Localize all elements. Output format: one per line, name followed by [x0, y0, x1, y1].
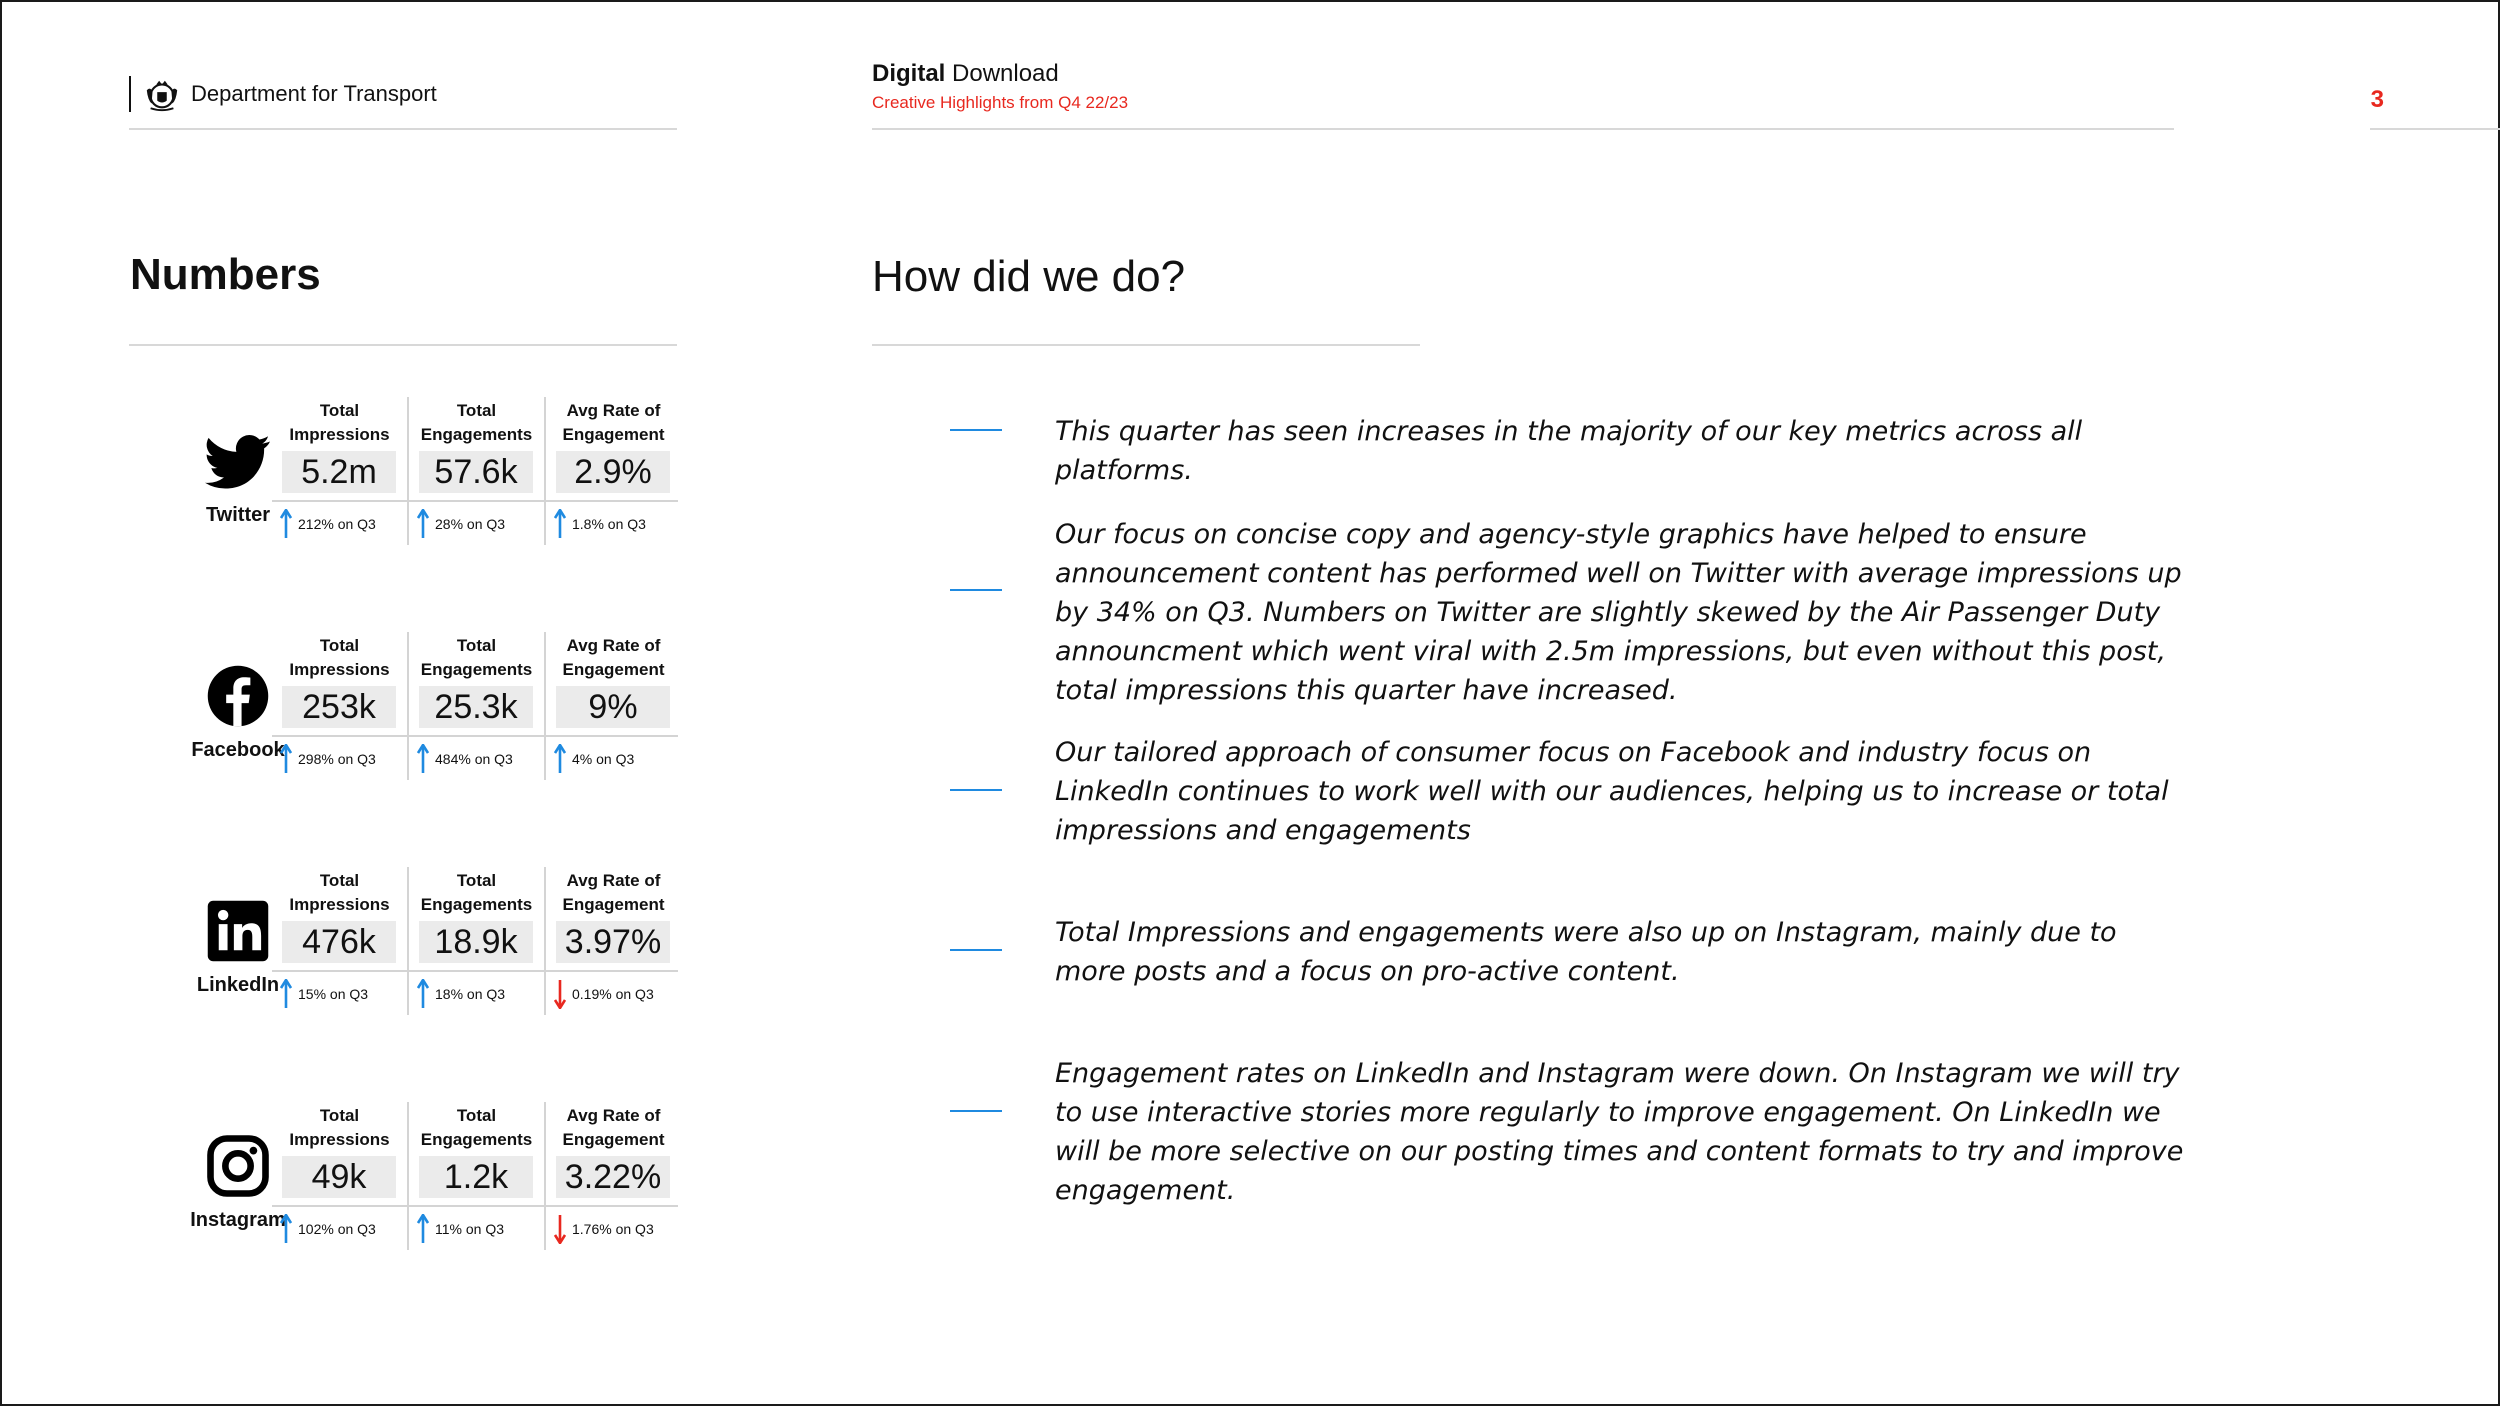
metric-value: 5.2m — [282, 451, 396, 493]
metric-total-engagements — [409, 397, 544, 545]
arrow-up-icon — [554, 509, 566, 539]
metric-value: 18.9k — [419, 921, 533, 963]
metric-value: 476k — [282, 921, 396, 963]
report-title — [872, 60, 1059, 88]
metric-value: 25.3k — [419, 686, 533, 728]
metric-avg-engagement-rate — [546, 397, 681, 545]
metric-change: 4% on Q3 — [554, 744, 634, 774]
bullet-dash — [950, 1110, 1002, 1112]
row-divider — [272, 735, 678, 737]
metric-value: 49k — [282, 1156, 396, 1198]
metric-label: Total Engagements — [420, 401, 533, 444]
metric-avg-engagement-rate — [546, 1102, 681, 1250]
metric-label: Total Impressions — [289, 871, 390, 914]
report-title-rest: Download — [945, 60, 1059, 87]
commentary-paragraph: Total Impressions and engagements were also up on Instagram, mainly due to more posts and a focus on pro-active content. — [1055, 917, 2117, 987]
metric-total-impressions — [272, 867, 407, 1015]
metric-value: 9% — [556, 686, 670, 728]
metric-change: 15% on Q3 — [280, 979, 368, 1009]
arrow-up-icon — [554, 744, 566, 774]
metric-change: 1.8% on Q3 — [554, 509, 646, 539]
metric-change: 1.76% on Q3 — [554, 1214, 654, 1244]
arrow-up-icon — [280, 979, 292, 1009]
facebook-icon — [205, 663, 271, 729]
metric-label: Total Engagements — [420, 636, 533, 679]
commentary-paragraph: Our focus on concise copy and agency-style graphics have helped to ensure announcement content has performed well on Twitter with average impressions up by 34% on Q3. Numbers on Twitter are slightly skewed by the Air Passenger Duty announcment which went viral with 2.5m impressions, but even without this post, total impressions this quarter have increased. — [1055, 519, 2182, 706]
metric-change: 484% on Q3 — [417, 744, 513, 774]
metric-change: 212% on Q3 — [280, 509, 376, 539]
metrics-linkedin — [272, 867, 678, 1015]
row-divider — [272, 970, 678, 972]
metric-total-impressions — [272, 397, 407, 545]
arrow-down-icon — [554, 1214, 566, 1244]
arrow-up-icon — [417, 744, 429, 774]
metric-change: 28% on Q3 — [417, 509, 505, 539]
arrow-up-icon — [280, 1214, 292, 1244]
row-divider — [272, 500, 678, 502]
metric-value: 1.2k — [419, 1156, 533, 1198]
metric-label: Avg Rate of Engagement — [562, 871, 665, 914]
platform-name: Twitter — [205, 504, 271, 526]
bullet-dash — [950, 429, 1002, 431]
report-title-bold: Digital — [872, 60, 946, 87]
arrow-up-icon — [280, 509, 292, 539]
metric-label: Total Impressions — [289, 401, 390, 444]
metric-label: Avg Rate of Engagement — [562, 1106, 665, 1149]
twitter-icon — [205, 428, 271, 494]
metric-label: Avg Rate of Engagement — [562, 636, 665, 679]
metric-value: 3.97% — [556, 921, 670, 963]
metric-change: 11% on Q3 — [417, 1214, 504, 1244]
metric-total-impressions — [272, 632, 407, 780]
metric-change: 102% on Q3 — [280, 1214, 376, 1244]
commentary-paragraph: Engagement rates on LinkedIn and Instagram were down. On Instagram we will try to use interactive stories more regularly to improve engagement. On LinkedIn we will be more selective on our posting times and content formats to try and improve engagement. — [1055, 1058, 2184, 1206]
metric-change: 298% on Q3 — [280, 744, 376, 774]
arrow-up-icon — [280, 744, 292, 774]
metric-total-engagements — [409, 632, 544, 780]
header-rule-right — [2370, 128, 2500, 130]
metric-label: Total Impressions — [289, 1106, 390, 1149]
bullet-dash — [950, 949, 1002, 951]
metric-value: 3.22% — [556, 1156, 670, 1198]
commentary-paragraph: Our tailored approach of consumer focus on Facebook and industry focus on LinkedIn continues to work well with our audiences, helping us to increase or total impressions and engagements — [1055, 737, 2169, 846]
arrow-up-icon — [417, 509, 429, 539]
metric-total-engagements — [409, 867, 544, 1015]
platform-name: LinkedIn — [196, 974, 280, 996]
logo-divider — [129, 76, 131, 112]
commentary-heading-rule — [872, 344, 1420, 346]
header-rule-left — [129, 128, 677, 130]
report-subtitle: Creative Highlights from Q4 22/23 — [872, 93, 1129, 112]
metric-total-engagements — [409, 1102, 544, 1250]
platform-name: Instagram — [190, 1209, 286, 1231]
linkedin-icon — [205, 898, 271, 964]
bullet-dash — [950, 789, 1002, 791]
metric-label: Total Engagements — [420, 1106, 533, 1149]
numbers-heading: Numbers — [130, 250, 321, 299]
metric-label: Avg Rate of Engagement — [562, 401, 665, 444]
metric-change: 0.19% on Q3 — [554, 979, 654, 1009]
instagram-icon — [205, 1133, 271, 1199]
royal-crest-icon — [143, 75, 181, 113]
metric-avg-engagement-rate — [546, 632, 681, 780]
platform-name: Facebook — [191, 739, 285, 761]
department-logo — [129, 74, 437, 114]
header-rule-middle — [872, 128, 2174, 130]
metrics-facebook — [272, 632, 678, 780]
arrow-up-icon — [417, 979, 429, 1009]
row-divider — [272, 1205, 678, 1207]
metric-change: 18% on Q3 — [417, 979, 505, 1009]
bullet-dash — [950, 589, 1002, 591]
arrow-up-icon — [417, 1214, 429, 1244]
commentary-heading: How did we do? — [872, 252, 1186, 301]
metric-label: Total Impressions — [289, 636, 390, 679]
metric-label: Total Engagements — [420, 871, 533, 914]
commentary-paragraph: This quarter has seen increases in the majority of our key metrics across all platforms. — [1055, 416, 2083, 486]
arrow-down-icon — [554, 979, 566, 1009]
metrics-instagram — [272, 1102, 678, 1250]
metric-avg-engagement-rate — [546, 867, 681, 1015]
department-name: Department for Transport — [191, 81, 437, 106]
metric-total-impressions — [272, 1102, 407, 1250]
metrics-twitter — [272, 397, 678, 545]
metric-value: 253k — [282, 686, 396, 728]
metric-value: 2.9% — [556, 451, 670, 493]
numbers-heading-rule — [129, 344, 677, 346]
page-number: 3 — [2370, 86, 2384, 113]
metric-value: 57.6k — [419, 451, 533, 493]
